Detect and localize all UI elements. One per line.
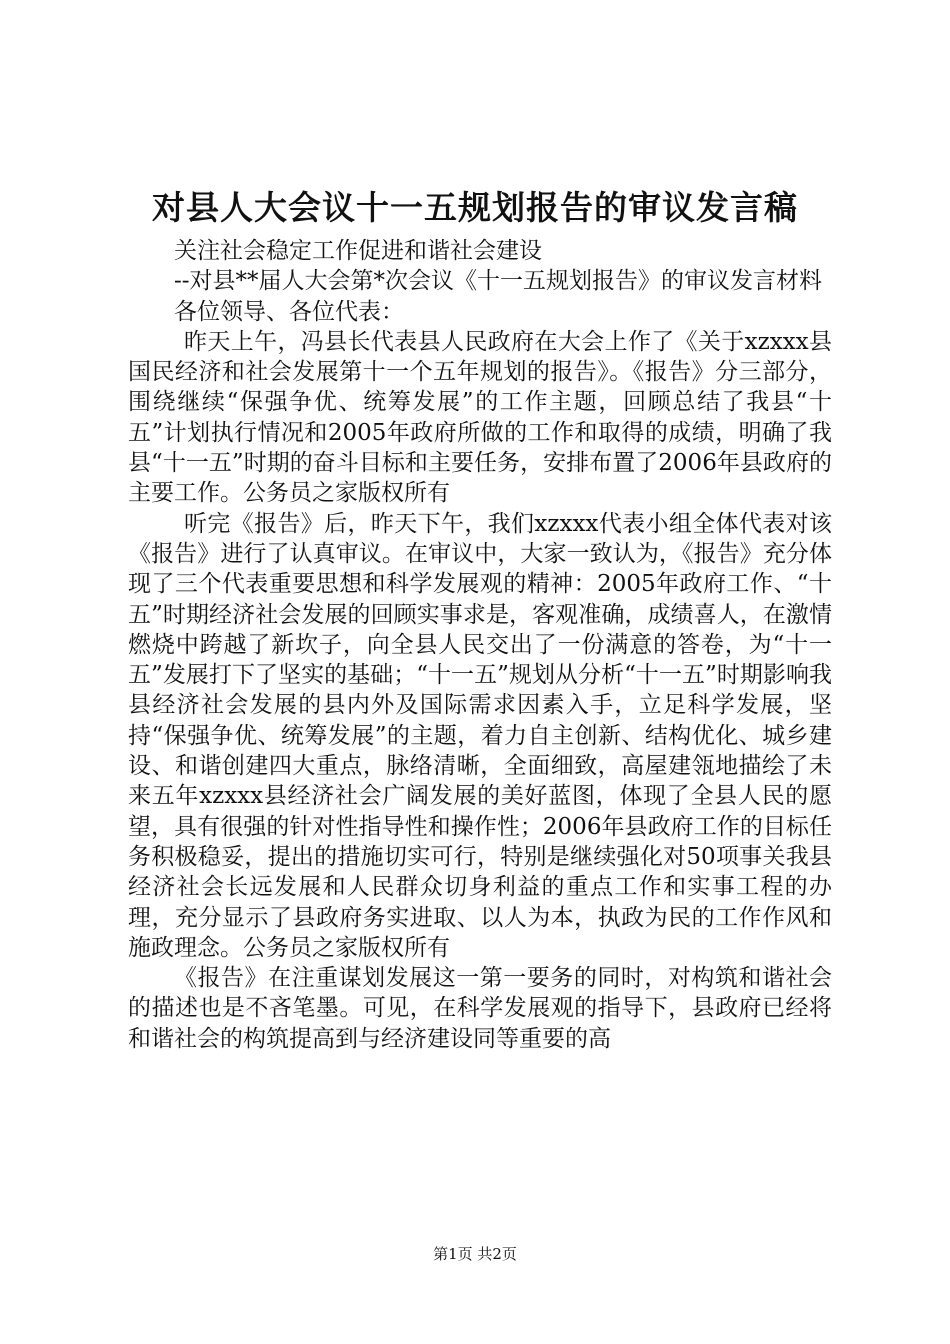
document-body xyxy=(128,236,832,1054)
paragraph-3: 《报告》在注重谋划发展这一第一要务的同时，对构筑和谐社会的描述也是不吝笔墨。可见，在科学发展观的指导下，县政府已经将和谐社会的构筑提高到与经济建设同等重要的高 xyxy=(128,965,832,1052)
subtitle: 关注社会稳定工作促进和谐社会建设 xyxy=(174,238,542,264)
document-title: 对县人大会议十一五规划报告的审议发言稿 xyxy=(152,188,798,227)
salutation: 各位领导、各位代表： xyxy=(174,298,404,325)
paragraph-2: 听完《报告》后，昨天下午，我们xzxxx代表小组全体代表对该《报告》进行了认真审议。在审议中，大家一致认为，《报告》充分体现了三个代表重要思想和科学发展观的精神：2005年政府工作、“十五”时期经济社会发展的回顾实事求是，客观准确，成绩喜人，在激情燃烧中跨越了新坎子，向全县人民交出了一份满意的答卷，为“十一五”发展打下了坚实的基础；“十一五”规划从分析“十一五”时期影响我县经济社会发展的县内外及国际需求因素入手，立足科学发展，坚持“保强争优、统筹发展”的主题，着力自主创新、结构优化、城乡建设、和谐创建四大重点，脉络清晰，全面细致，高屋建瓴地描绘了未来五年xzxxx县经济社会广阔发展的美好蓝图，体现了全县人民的愿望，具有很强的针对性指导性和操作性；2006年县政府工作的目标任务积极稳妥，提出的措施切实可行，特别是继续强化对50项事关我县经济社会长远发展和人民群众切身利益的重点工作和实事工程的办理，充分显示了县政府务实进取、以人为本，执政为民的工作作风和施政理念。公务员之家版权所有 xyxy=(128,510,832,961)
paragraph-1: 昨天上午，冯县长代表县人民政府在大会上作了《关于xzxxx县国民经济和社会发展第十一个五年规划的报告》。《报告》分三部分，围绕继续“保强争优、统筹发展”的工作主题，回顾总结了我县“十五”计划执行情况和2005年政府所做的工作和取得的成绩，明确了我县“十一五”时期的奋斗目标和主要任务，安排布置了2006年县政府的主要工作。公务员之家版权所有 xyxy=(128,328,832,507)
page-footer: 第1页 共2页 xyxy=(433,1245,517,1263)
subtitle-line2: --对县**届人大会第*次会议《十一五规划报告》的审议发言材料 xyxy=(174,268,823,295)
